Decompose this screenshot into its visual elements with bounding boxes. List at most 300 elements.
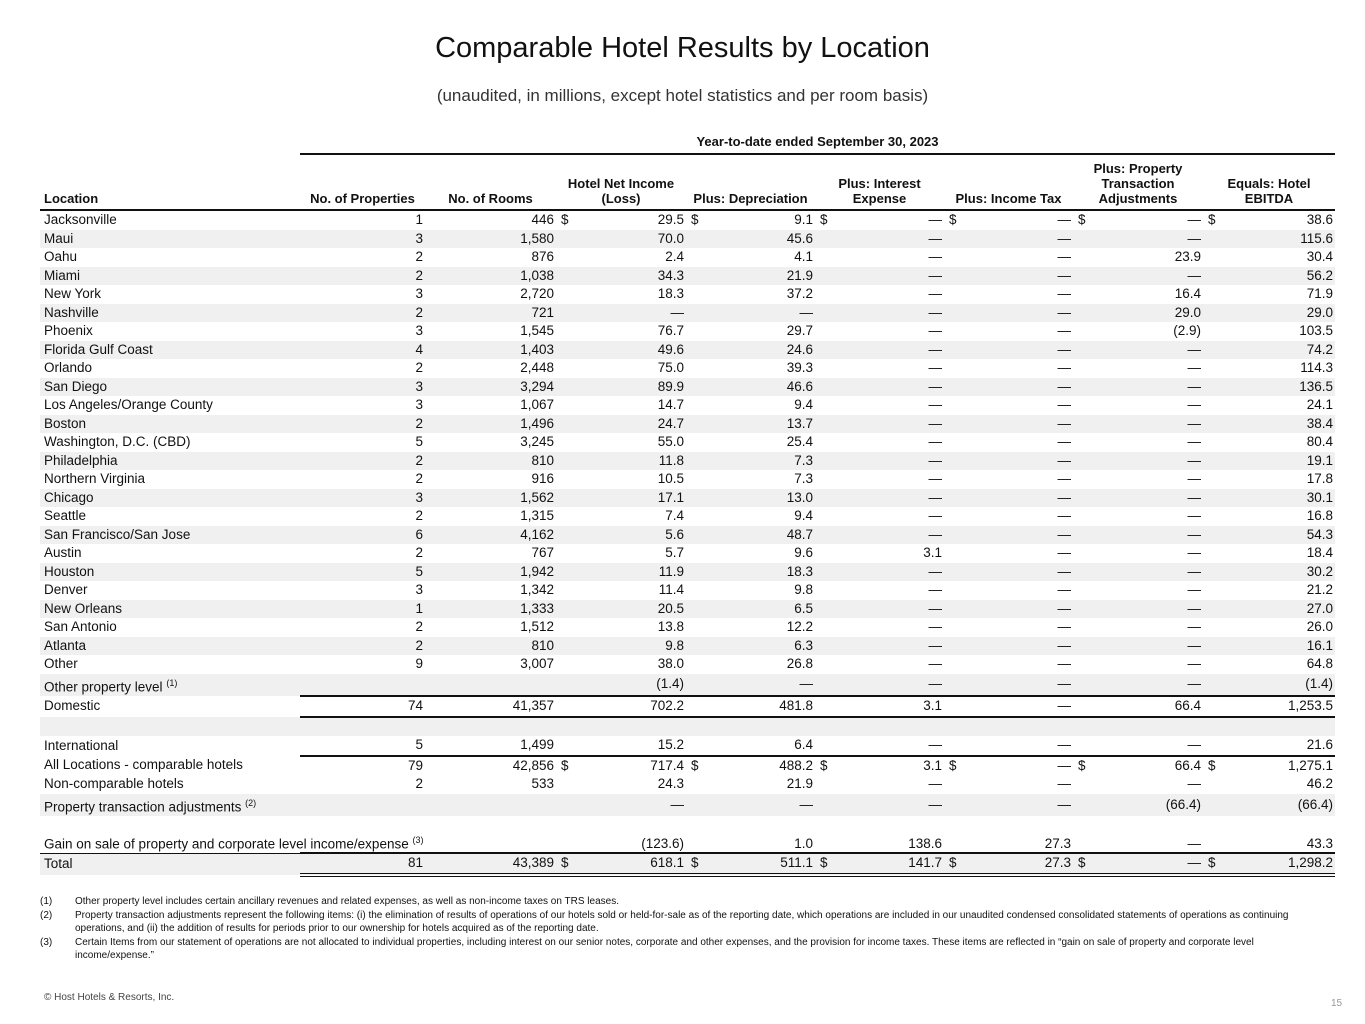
row-value: 37.2 <box>786 286 813 302</box>
row-value: — <box>1187 397 1201 413</box>
row-value: 136.5 <box>1203 378 1335 397</box>
row-location <box>40 674 300 697</box>
value-cell <box>1075 211 1201 229</box>
row-value: 42,856 <box>512 757 554 773</box>
row-value <box>556 853 686 875</box>
location-name: Jacksonville <box>44 212 117 228</box>
col-location: Location <box>40 156 300 210</box>
row-value: — <box>944 674 1073 697</box>
row-value <box>556 210 686 230</box>
row-value <box>815 756 944 776</box>
location-name: Austin <box>44 545 82 561</box>
row-value: — <box>944 736 1073 756</box>
dollar-sign: $ <box>949 855 957 871</box>
row-value: — <box>1187 360 1201 376</box>
row-value <box>686 853 815 875</box>
row-value: 1 <box>415 212 423 228</box>
row-value: 20.5 <box>556 600 686 619</box>
row-location <box>40 618 300 637</box>
row-value: — <box>1073 452 1203 471</box>
dollar-sign: $ <box>691 212 699 228</box>
row-value: 45.6 <box>686 230 815 249</box>
row-value: 4,162 <box>425 526 556 545</box>
location-name: Orlando <box>44 360 93 376</box>
row-value: — <box>944 452 1073 471</box>
copyright: © Host Hotels & Resorts, Inc. <box>44 992 175 1003</box>
value: 717.4 <box>650 757 684 773</box>
row-value: 2 <box>415 471 423 487</box>
row-value: 16.1 <box>1203 637 1335 656</box>
value-cell <box>688 211 813 229</box>
row-value: — <box>815 304 944 323</box>
page-subtitle: (unaudited, in millions, except hotel statistics and per room basis) <box>436 86 929 105</box>
row-value: 74 <box>300 696 425 717</box>
row-value: 1,512 <box>520 619 554 635</box>
row-value: 767 <box>531 545 554 561</box>
table-row <box>40 655 1335 674</box>
row-value: — <box>944 230 1073 249</box>
row-value: 21.9 <box>686 267 815 286</box>
row-value <box>944 853 1073 875</box>
value-cell <box>688 757 813 775</box>
dollar-sign: $ <box>949 212 957 228</box>
row-value: 2,448 <box>520 360 554 376</box>
location-name: Denver <box>44 582 88 598</box>
dollar-sign: $ <box>1078 757 1086 773</box>
row-value: — <box>556 794 686 817</box>
value: 1,298.2 <box>1287 855 1333 871</box>
location-name: Florida Gulf Coast <box>44 341 153 357</box>
col-net-income: Hotel Net Income (Loss) <box>556 156 686 210</box>
row-value: 24.3 <box>657 776 684 792</box>
row-value: 3 <box>300 489 425 508</box>
row-value: 3 <box>415 397 423 413</box>
row-value: — <box>1073 267 1203 286</box>
value: 1,275.1 <box>1287 757 1333 773</box>
row-value: 115.6 <box>1203 230 1335 249</box>
row-value: — <box>1187 656 1201 672</box>
row-location <box>40 696 300 717</box>
row-value: 6 <box>300 526 425 545</box>
row-value: — <box>928 656 942 672</box>
row-value: — <box>1187 434 1201 450</box>
header-row <box>40 156 1335 210</box>
page-title: Comparable Hotel Results by Location <box>435 32 930 64</box>
row-value <box>1073 210 1203 230</box>
location-name: Other <box>44 656 78 672</box>
row-value: 2 <box>300 267 425 286</box>
row-value: — <box>815 230 944 249</box>
row-value: 49.6 <box>556 341 686 360</box>
row-value <box>815 210 944 230</box>
footnote-ref: (3) <box>412 835 424 845</box>
table-row <box>40 210 1335 230</box>
row-value: 4 <box>300 341 425 360</box>
row-value: 55.0 <box>657 434 684 450</box>
row-value: 2 <box>415 619 423 635</box>
row-value: 74.2 <box>1203 341 1335 360</box>
location-name: Property transaction adjustments <box>44 799 242 814</box>
row-value: 41,357 <box>425 696 556 717</box>
row-value: 2 <box>300 415 425 434</box>
row-value: 2.4 <box>665 249 684 265</box>
row-value: — <box>1057 323 1071 339</box>
row-value: — <box>1073 600 1203 619</box>
value-cell <box>1205 211 1333 229</box>
footnote-number: (1) <box>40 896 53 907</box>
value-cell <box>558 211 684 229</box>
dollar-sign: $ <box>820 212 828 228</box>
row-value: 30.2 <box>1203 563 1335 582</box>
row-value <box>1203 853 1335 875</box>
row-value: 26.8 <box>786 656 813 672</box>
table-row <box>40 489 1335 508</box>
row-value: 1,253.5 <box>1203 696 1335 717</box>
row-location <box>40 359 300 378</box>
table-row <box>40 230 1335 249</box>
row-value: — <box>1057 776 1071 792</box>
row-value: (1.4) <box>556 674 686 697</box>
row-value: 27.3 <box>1044 836 1071 851</box>
footnote-number: (2) <box>40 909 53 921</box>
col-pta: Plus: Property Transaction Adjustments <box>1073 156 1203 210</box>
row-value: 3 <box>415 286 423 302</box>
row-value: 10.5 <box>657 471 684 487</box>
row-value: 2 <box>415 508 423 524</box>
row-value: 18.3 <box>686 563 815 582</box>
dollar-sign: $ <box>561 757 569 773</box>
dollar-sign: $ <box>1208 212 1216 228</box>
row-value: — <box>1187 836 1201 851</box>
value-cell <box>558 854 684 872</box>
row-value: — <box>815 794 944 817</box>
row-value: — <box>944 794 1073 817</box>
row-value: 21.6 <box>1203 736 1335 756</box>
row-value: — <box>1073 415 1203 434</box>
row-value: — <box>928 508 942 524</box>
row-value: 76.7 <box>657 323 684 339</box>
row-value: 23.9 <box>1174 249 1201 265</box>
row-value: — <box>1057 249 1071 265</box>
row-value: 46.6 <box>686 378 815 397</box>
value-cell <box>558 757 684 775</box>
row-value: 18.3 <box>657 286 684 302</box>
row-value: 29.7 <box>786 323 813 339</box>
row-value: (123.6) <box>641 836 684 851</box>
row-value: 34.3 <box>556 267 686 286</box>
row-value: 13.8 <box>657 619 684 635</box>
row-value <box>556 717 686 737</box>
row-value: 48.7 <box>686 526 815 545</box>
row-value: 5 <box>415 434 423 450</box>
footnotes <box>40 895 1330 963</box>
row-value: 1,580 <box>425 230 556 249</box>
footnote-text: Certain Items from our statement of operations are not allocated to individual properties, including interest on our senior notes, corporate and other expenses, and the provision for income taxes. These items are reflected in “gain on sale of property and corporate level income/expense.” <box>75 936 1254 961</box>
row-location <box>40 267 300 286</box>
row-location <box>40 526 300 545</box>
row-value: 5 <box>300 563 425 582</box>
period-divider <box>300 153 1335 155</box>
row-value: 810 <box>425 452 556 471</box>
value: — <box>1057 757 1071 773</box>
row-value: — <box>815 600 944 619</box>
row-value: 18.4 <box>1306 545 1333 561</box>
row-value: 3 <box>415 582 423 598</box>
row-value <box>300 674 425 697</box>
value: 488.2 <box>779 757 813 773</box>
row-value: 46.2 <box>1306 776 1333 792</box>
table-row <box>40 526 1335 545</box>
row-value: 1,403 <box>425 341 556 360</box>
value-cell <box>1205 757 1333 775</box>
row-value: 2 <box>300 304 425 323</box>
row-location <box>40 489 300 508</box>
table-row <box>40 563 1335 582</box>
row-value: 30.4 <box>1306 249 1333 265</box>
row-value: 2 <box>415 776 423 792</box>
row-value: — <box>944 341 1073 360</box>
table-row <box>40 674 1335 697</box>
row-value: — <box>944 415 1073 434</box>
row-value: 24.7 <box>556 415 686 434</box>
footnote-text: Property transaction adjustments represent the following items: (i) the elimination of results of operations of our hotels sold or held-for-sale as of the reporting date, which operations are included in our unaudited condensed consolidated statements of operations as continuing operations, and (ii) the addition of results for periods prior to our ownership for hotels acquired as of the reporting date. <box>75 909 1289 934</box>
table-row <box>40 285 1335 304</box>
dollar-sign: $ <box>1078 212 1086 228</box>
table-row <box>40 396 1335 415</box>
col-ebitda: Equals: Hotel EBITDA <box>1203 156 1335 210</box>
row-value: 7.3 <box>794 471 813 487</box>
table-row <box>40 853 1335 875</box>
row-value: 5.7 <box>665 545 684 561</box>
row-value: — <box>1057 471 1071 487</box>
dollar-sign: $ <box>561 212 569 228</box>
location-name: Other property level <box>44 679 163 694</box>
row-value: — <box>815 526 944 545</box>
value-cell <box>946 211 1071 229</box>
footnote <box>40 909 1330 936</box>
value-cell <box>817 757 942 775</box>
row-value <box>686 717 815 737</box>
col-rooms: No. of Rooms <box>425 156 556 210</box>
row-value: 21.9 <box>786 776 813 792</box>
table-row <box>40 433 1335 452</box>
row-value <box>944 210 1073 230</box>
row-value: 5 <box>300 736 425 756</box>
location-name: Total <box>44 856 73 871</box>
row-value: — <box>1073 736 1203 756</box>
row-value: — <box>686 304 815 323</box>
location-name: Seattle <box>44 508 87 524</box>
dollar-sign: $ <box>1208 757 1216 773</box>
value: 618.1 <box>650 855 684 871</box>
row-location <box>40 794 300 817</box>
row-value: 5.6 <box>556 526 686 545</box>
row-value: 25.4 <box>786 434 813 450</box>
table-row <box>40 322 1335 341</box>
row-value: — <box>1187 508 1201 524</box>
footnote <box>40 936 1330 963</box>
row-value: — <box>1057 619 1071 635</box>
row-value: 1,499 <box>425 736 556 756</box>
value-cell <box>1205 854 1333 872</box>
value: 141.7 <box>908 855 942 871</box>
row-value: 13.0 <box>686 489 815 508</box>
row-value: 11.4 <box>658 582 684 598</box>
table-row <box>40 696 1335 717</box>
location-name: Houston <box>44 563 95 579</box>
row-value: 6.3 <box>686 637 815 656</box>
row-value: — <box>1057 545 1071 561</box>
value-cell <box>817 854 942 872</box>
table-row <box>40 359 1335 378</box>
row-value: 9.6 <box>794 545 813 561</box>
footnote-ref: (1) <box>166 677 178 688</box>
row-value: (1.4) <box>1203 674 1335 697</box>
row-value: 3,007 <box>520 656 554 672</box>
row-location <box>40 433 300 452</box>
row-value <box>944 756 1073 776</box>
row-value: 24.1 <box>1306 397 1333 413</box>
value-cell <box>946 757 1071 775</box>
row-value <box>425 717 556 737</box>
row-value: 481.8 <box>686 696 815 717</box>
row-location <box>40 853 300 875</box>
row-value: — <box>1057 656 1071 672</box>
row-value: 81 <box>300 853 425 875</box>
row-location <box>40 304 300 323</box>
row-value <box>686 210 815 230</box>
row-value: 26.0 <box>1306 619 1333 635</box>
row-value: — <box>686 674 815 697</box>
col-properties: No. of Properties <box>300 156 425 210</box>
row-value: 21.2 <box>1306 582 1333 598</box>
row-value: — <box>1057 286 1071 302</box>
row-location <box>40 285 300 304</box>
row-value: — <box>1073 637 1203 656</box>
location-name: Oahu <box>44 249 78 265</box>
row-location <box>40 736 300 756</box>
row-location <box>40 230 300 249</box>
row-value <box>1073 717 1203 737</box>
value: 511.1 <box>780 855 813 871</box>
row-value: — <box>815 267 944 286</box>
row-value: — <box>928 471 942 487</box>
row-value: 876 <box>531 249 554 265</box>
row-value: 1,496 <box>425 415 556 434</box>
row-value: 17.8 <box>1306 471 1333 487</box>
row-location <box>40 341 300 360</box>
row-value: 138.6 <box>908 836 942 851</box>
row-value: 533 <box>531 776 554 792</box>
row-value: — <box>1187 471 1201 487</box>
row-value: — <box>944 489 1073 508</box>
row-value: 1,342 <box>520 582 554 598</box>
row-value: 38.4 <box>1203 415 1335 434</box>
row-value: 7.3 <box>686 452 815 471</box>
row-value: 70.0 <box>556 230 686 249</box>
row-value: 446 <box>531 212 554 228</box>
footnote-number: (3) <box>40 936 53 948</box>
row-value: 15.2 <box>556 736 686 756</box>
row-value: 38.0 <box>657 656 684 672</box>
location-name: All Locations - comparable hotels <box>44 757 243 773</box>
row-value <box>1073 853 1203 875</box>
row-value: — <box>1187 619 1201 635</box>
row-value: — <box>1187 776 1201 792</box>
row-value: 1,067 <box>520 397 554 413</box>
row-value: 3,294 <box>425 378 556 397</box>
location-name: Nashville <box>44 304 99 320</box>
table-row <box>40 756 1335 776</box>
row-value <box>556 756 686 776</box>
row-value: — <box>1057 508 1071 524</box>
table-row <box>40 544 1335 563</box>
row-value: 1.0 <box>794 836 813 851</box>
row-location <box>40 507 300 526</box>
row-value: 1,038 <box>425 267 556 286</box>
row-value: 13.7 <box>686 415 815 434</box>
location-name: Phoenix <box>44 323 93 339</box>
location-name: San Francisco/San Jose <box>44 526 191 542</box>
location-name: Chicago <box>44 489 94 505</box>
table-row <box>40 415 1335 434</box>
location-name: Atlanta <box>44 637 87 653</box>
row-value: — <box>928 619 942 635</box>
table-row <box>40 581 1335 600</box>
row-value: 9.4 <box>794 397 813 413</box>
col-income-tax: Plus: Income Tax <box>944 156 1073 210</box>
row-location <box>40 415 300 434</box>
row-value <box>1203 717 1335 737</box>
row-value: 2 <box>415 360 423 376</box>
location-name: Washington, D.C. (CBD) <box>44 434 191 450</box>
row-value: 24.6 <box>686 341 815 360</box>
value-cell <box>946 854 1071 872</box>
row-value: — <box>944 563 1073 582</box>
row-value: 6.5 <box>686 600 815 619</box>
row-value: — <box>815 674 944 697</box>
row-value: 810 <box>425 637 556 656</box>
row-value: 2 <box>300 452 425 471</box>
location-name: Los Angeles/Orange County <box>44 397 213 413</box>
location-name: Northern Virginia <box>44 471 146 487</box>
location-name: Boston <box>44 415 87 431</box>
row-location <box>40 816 424 853</box>
row-value: — <box>1187 582 1201 598</box>
row-value: 80.4 <box>1306 434 1333 450</box>
dollar-sign: $ <box>820 855 828 871</box>
row-value: 12.2 <box>786 619 813 635</box>
row-value: — <box>928 360 942 376</box>
row-value: — <box>1073 378 1203 397</box>
row-value: — <box>928 397 942 413</box>
row-location <box>40 581 300 600</box>
row-value: — <box>944 378 1073 397</box>
row-value: 1,942 <box>425 563 556 582</box>
row-location <box>40 248 300 267</box>
dollar-sign: $ <box>561 855 569 871</box>
dollar-sign: $ <box>1078 855 1086 871</box>
dollar-sign: $ <box>691 757 699 773</box>
row-value: 89.9 <box>556 378 686 397</box>
results-table <box>40 156 1335 877</box>
row-value: — <box>944 637 1073 656</box>
row-value: 702.2 <box>556 696 686 717</box>
value-cell <box>1075 757 1201 775</box>
row-value: — <box>686 794 815 817</box>
row-value: — <box>815 489 944 508</box>
row-value: 39.3 <box>786 360 813 376</box>
